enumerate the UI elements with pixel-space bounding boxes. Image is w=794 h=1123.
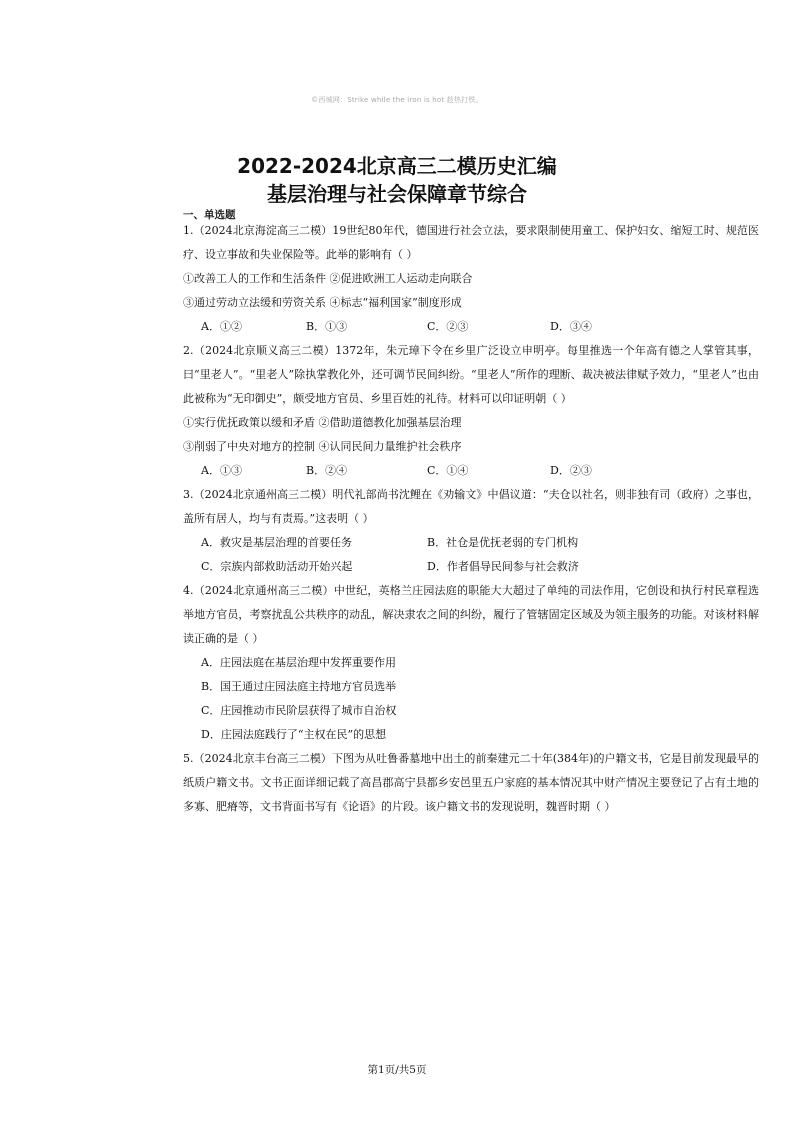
- question-1-statements-a: ①改善工人的工作和生活条件 ②促进欧洲工人运动走向联合: [183, 272, 473, 285]
- option-d[interactable]: D．②③: [550, 464, 592, 477]
- option-d[interactable]: D．作者倡导民间参与社会救济: [427, 560, 579, 573]
- question-4: [183, 579, 759, 747]
- question-1-options: [183, 315, 759, 339]
- question-list: [183, 219, 759, 819]
- question-1-statements-b: ③通过劳动立法缓和劳资关系 ④标志“福利国家”制度形成: [183, 296, 462, 309]
- option-a[interactable]: A．①②: [201, 320, 242, 333]
- option-c[interactable]: C．庄园推动市民阶层获得了城市自治权: [201, 704, 397, 717]
- watermark: ©西城网：Strike while the iron is hot 趁热打铁。: [311, 96, 483, 104]
- option-a[interactable]: A．庄园法庭在基层治理中发挥重要作用: [201, 656, 396, 669]
- option-b[interactable]: B．②④: [306, 464, 348, 477]
- option-b[interactable]: B．①③: [306, 320, 348, 333]
- document-title: 2022-2024北京高三二模历史汇编: [237, 154, 557, 178]
- question-2-options: [183, 459, 759, 483]
- question-3-options-row1: [183, 531, 759, 555]
- question-2-stem: 2.（2024北京顺义高三二模）1372年，朱元璋下令在乡里广泛设立申明亭。每里推选一个年高有德之人掌管其事，曰“里老人”。“里老人”除执掌教化外，还可调节民间纠纷。“里老人”所作的理断、裁决被法律赋予效力，“里老人”也由此被称为“无印御史”，颇受地方官员、乡里百姓的礼待。材料可以印证明朝（ ）: [183, 344, 759, 405]
- question-3-options-row2: [183, 555, 759, 579]
- option-d[interactable]: D．③④: [550, 320, 592, 333]
- question-5: [183, 747, 759, 819]
- option-d[interactable]: D．庄园法庭践行了“主权在民”的思想: [201, 728, 387, 741]
- question-3: [183, 483, 759, 579]
- option-c[interactable]: C．②③: [427, 320, 469, 333]
- option-b[interactable]: B．社仓是优抚老弱的专门机构: [427, 536, 579, 549]
- question-5-stem: 5.（2024北京丰台高三二模）下图为从吐鲁番墓地中出土的前秦建元二十年(384年)的户籍文书，它是目前发现最早的纸质户籍文书。文书正面详细记载了高昌郡高宁县都乡安邑里五户家庭的基本情况其中财产情况主要登记了占有土地的多寡、肥瘠等，文书背面书写有《论语》的片段。该户籍文书的发现说明，魏晋时期（ ）: [183, 752, 759, 813]
- option-c[interactable]: C．①④: [427, 464, 469, 477]
- question-2: [183, 339, 759, 483]
- option-b[interactable]: B．国王通过庄园法庭主持地方官员选举: [201, 680, 397, 693]
- question-3-stem: 3.（2024北京通州高三二模）明代礼部尚书沈鲤在《劝输文》中倡议道：“夫仓以社名，则非独有司（政府）之事也，盖所有居人，均与有责焉。”这表明（ ）: [183, 488, 759, 525]
- question-1-stem: 1.（2024北京海淀高三二模）19世纪80年代，德国进行社会立法，要求限制使用童工、保护妇女、缩短工时、规范医疗、设立事故和失业保险等。此举的影响有（ ）: [183, 224, 759, 261]
- question-2-statements-b: ③削弱了中央对地方的控制 ④认同民间力量维护社会秩序: [183, 440, 462, 453]
- option-c[interactable]: C．宗族内部救助活动开始兴起: [201, 560, 353, 573]
- page-number: 第1页/共5页: [367, 1064, 427, 1076]
- section-heading: 一、单选题: [183, 209, 236, 221]
- document-subtitle: 基层治理与社会保障章节综合: [267, 182, 527, 206]
- option-a[interactable]: A．救灾是基层治理的首要任务: [201, 536, 352, 549]
- question-4-stem: 4.（2024北京通州高三二模）中世纪，英格兰庄园法庭的职能大大超过了单纯的司法作用，它创设和执行村民章程选举地方官员，考察扰乱公共秩序的动乱，解决隶农之间的纠纷，履行了管辖固定区域及为领主服务的功能。对该材料解读正确的是（ ）: [183, 584, 759, 645]
- option-a[interactable]: A．①③: [201, 464, 242, 477]
- question-2-statements-a: ①实行优抚政策以缓和矛盾 ②借助道德教化加强基层治理: [183, 416, 462, 429]
- question-1: [183, 219, 759, 339]
